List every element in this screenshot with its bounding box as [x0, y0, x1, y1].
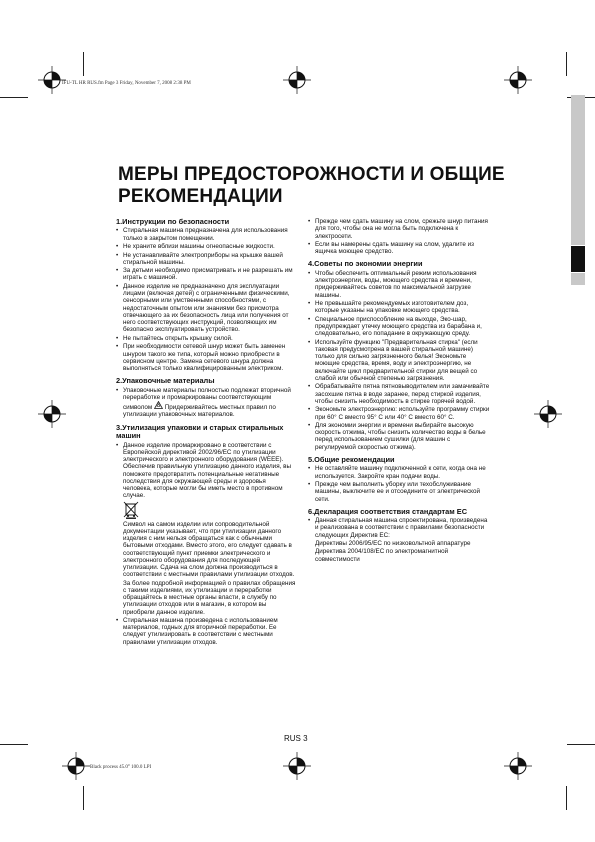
registration-mark-right-mid: [534, 400, 562, 428]
list-item: • Данное изделие не предназначено для эксплуатации лицами (включая детей) с ограниченными физическими, сенсорными или умственными способностями, с недостаточным опытом или знаниями без присмотра отвечающего за их безопасность лица или получения от него соответствующих инструкций, позволяющих им безопасно эксплуатировать устройство.: [116, 283, 296, 334]
directive-emc: Директива 2004/108/EC по электромагнитной совместимости: [315, 548, 449, 563]
section-heading-packaging: 2.Упаковочные материалы: [116, 376, 215, 386]
list-item: • Не превышайте рекомендуемых изготовителем доз, которые указаны на упаковке моющего средства.: [308, 300, 491, 315]
registration-mark-top-right: [504, 66, 532, 94]
disposal-list-2: [116, 617, 296, 646]
recycling-triangle-icon: [154, 401, 163, 409]
crop-mark: [83, 52, 84, 76]
section-heading-energy: 4.Советы по экономии энергии: [308, 259, 423, 269]
section-heading-disposal: 3.Утилизация упаковки и старых стиральных машин: [116, 422, 284, 441]
list-item: • Не храните вблизи машины огнеопасные жидкости.: [116, 243, 296, 250]
list-item: • При необходимости сетевой шнур может быть заменен шнуром такого же типа, который можно приобрести в сервисном центре. Замена сетевого шнура должна выполняться только квалифицированным электриком.: [116, 343, 296, 372]
page-title: МЕРЫ ПРЕДОСТОРОЖНОСТИ И ОБЩИЕ РЕКОМЕНДАЦИИ: [118, 164, 505, 207]
list-item: • Чтобы обеспечить оптимальный режим использования электроэнергии, воды, моющего средства и времени, придерживайтесь советов по максимальной загрузке машины.: [308, 270, 491, 299]
list-item: • Экономьте электроэнергию: используйте программу стирки при 60° C вместо 95° C или 40° C вместо 60° C.: [308, 406, 491, 421]
ec-list: [308, 517, 491, 539]
list-item: • Прежде чем сдать машину на слом, срежьте шнур питания для того, чтобы она не могла быть подключена к электросети.: [308, 218, 491, 240]
list-item: • Не устанавливайте электроприборы на крышке вашей стиральной машины.: [116, 252, 296, 267]
list-item: • Специальное приспособление на выходе, Эко-шар, предупреждает утечку моющего средства из барабана и, следовательно, его попадание в окружающую среду.: [308, 316, 491, 338]
list-item: • Данная стиральная машина спроектирована, произведена и реализована в соответствии с правилами безопасности следующих Директив ЕС:: [308, 517, 491, 539]
crop-mark: [0, 744, 28, 745]
crop-mark: [566, 786, 567, 810]
section-heading-safety: 1.Инструкции по безопасности: [116, 217, 230, 226]
page-number: RUS 3: [284, 734, 308, 743]
packaging-text: Упаковочные материалы полностью подлежат вторичной переработке и промаркированы соответствующим символом: [123, 386, 291, 412]
list-item: • Стиральная машина произведена с использованием материалов, годных для вторичной переработки. Ее следует утилизировать в соответствии с местными правилами утилизации отходов.: [116, 617, 296, 646]
list-item: • Данное изделие промаркировано в соответствии с Европейской директивой 2002/96/EC по утилизации электрического и электронного оборудования (WEEE). Обеспечив правильную утилизацию данного изделия, вы поможете предотвратить потенциальные негативные последствия для окружающей среды и здоровья человека, которые могли бы иметь место в противном случае.: [116, 442, 296, 500]
section-heading-ec-declaration: 6.Декларация соответствия стандартам ЕС: [308, 506, 468, 516]
list-item: [116, 387, 296, 419]
general-list: [308, 465, 491, 502]
right-column: [308, 218, 491, 564]
section-heading-general: 5.Общие рекомендации: [308, 454, 395, 464]
safety-list: [116, 227, 296, 372]
list-item: • Используйте функцию "Предварительная стирка" (если таковая предусмотрена в вашей стиральной машине) только для сильно загрязненного белья! Экономьте моющие средства, время, воду и электроэнергию, не включайте цикл предварительной стирки для вещей со слабой или обычной степенью загрязнения.: [308, 339, 491, 383]
slug-top: IFU-TL HR RUS.fm Page 3 Friday, November 7, 2008 2:38 PM: [62, 81, 191, 86]
registration-mark-top-left: [38, 66, 66, 94]
disposal-continued-list: [308, 218, 491, 255]
list-item: • Обрабатывайте пятна пятновыводителем или замачивайте засохшие пятна в воде заранее, перед стиркой изделия, чтобы снизить необходимость в стирке горячей водой.: [308, 383, 491, 405]
registration-mark-left-mid: [38, 400, 66, 428]
list-item: • За детьми необходимо присматривать и не разрешать им играть с машиной.: [116, 267, 296, 282]
list-item: • Не оставляйте машину подключенной к сети, когда она не используется. Закройте кран подачи воды.: [308, 465, 491, 480]
slug-bottom: Black process 45.0° 100.0 LPI: [90, 765, 152, 770]
packaging-text-2: Придерживайтесь местных правил по утилизации упаковочных материалов.: [123, 404, 276, 419]
index-tab-light: [571, 95, 585, 245]
energy-list: [308, 270, 491, 451]
registration-mark-bottom-center: [283, 752, 311, 780]
list-item: • Стиральная машина предназначена для использования только в закрытом помещении.: [116, 227, 296, 242]
index-tab-dark: [571, 246, 585, 272]
list-item: • Для экономии энергии и времени выбирайте высокую скорость отжима, чтобы снизить количество воды в белье перед использованием сушилки (для машин с регулируемой скоростью отжима).: [308, 422, 491, 451]
more-info-paragraph: За более подробной информацией о правилах обращения с такими изделиями, их утилизации и переработки обращайтесь в местные органы власти, в службу по утилизации отходов или в магазин, в котором вы приобрели данное изделие.: [123, 579, 296, 616]
crossed-out-wheelie-bin-icon: [123, 501, 139, 519]
crop-mark: [567, 744, 595, 745]
crop-mark: [83, 786, 84, 810]
list-item: • Не пытайтесь открыть крышку силой.: [116, 335, 296, 342]
registration-mark-bottom-left: [62, 752, 90, 780]
crop-mark: [0, 97, 28, 98]
packaging-list: [116, 387, 296, 419]
list-item: • Если вы намерены сдать машину на слом, удалите из ящичка моющее средство.: [308, 241, 491, 256]
symbol-paragraph: Символ на самом изделии или сопроводительной документации указывает, что при утилизации данного изделия с ним нельзя обращаться как с обычными бытовыми отходами. Вместо этого, его следует сдавать в соответствующий пункт приемки электрического и электронного оборудования для последующей утилизации. Сдача на слом должна производиться в соответствии с местными правилами утилизации отходов.: [123, 520, 295, 579]
index-tab-light-lower: [571, 273, 585, 285]
directive-low-voltage: Директивы 2006/95/EC по низковольтной аппаратуре: [315, 540, 471, 548]
disposal-list: [116, 442, 296, 500]
list-item: • Прежде чем выполнить уборку или техобслуживание машины, выключите ее и отсоедините от электрической сети.: [308, 481, 491, 503]
registration-mark-top-center: [283, 66, 311, 94]
crop-mark: [566, 52, 567, 76]
left-column: [116, 218, 296, 651]
registration-mark-bottom-right: [504, 752, 532, 780]
